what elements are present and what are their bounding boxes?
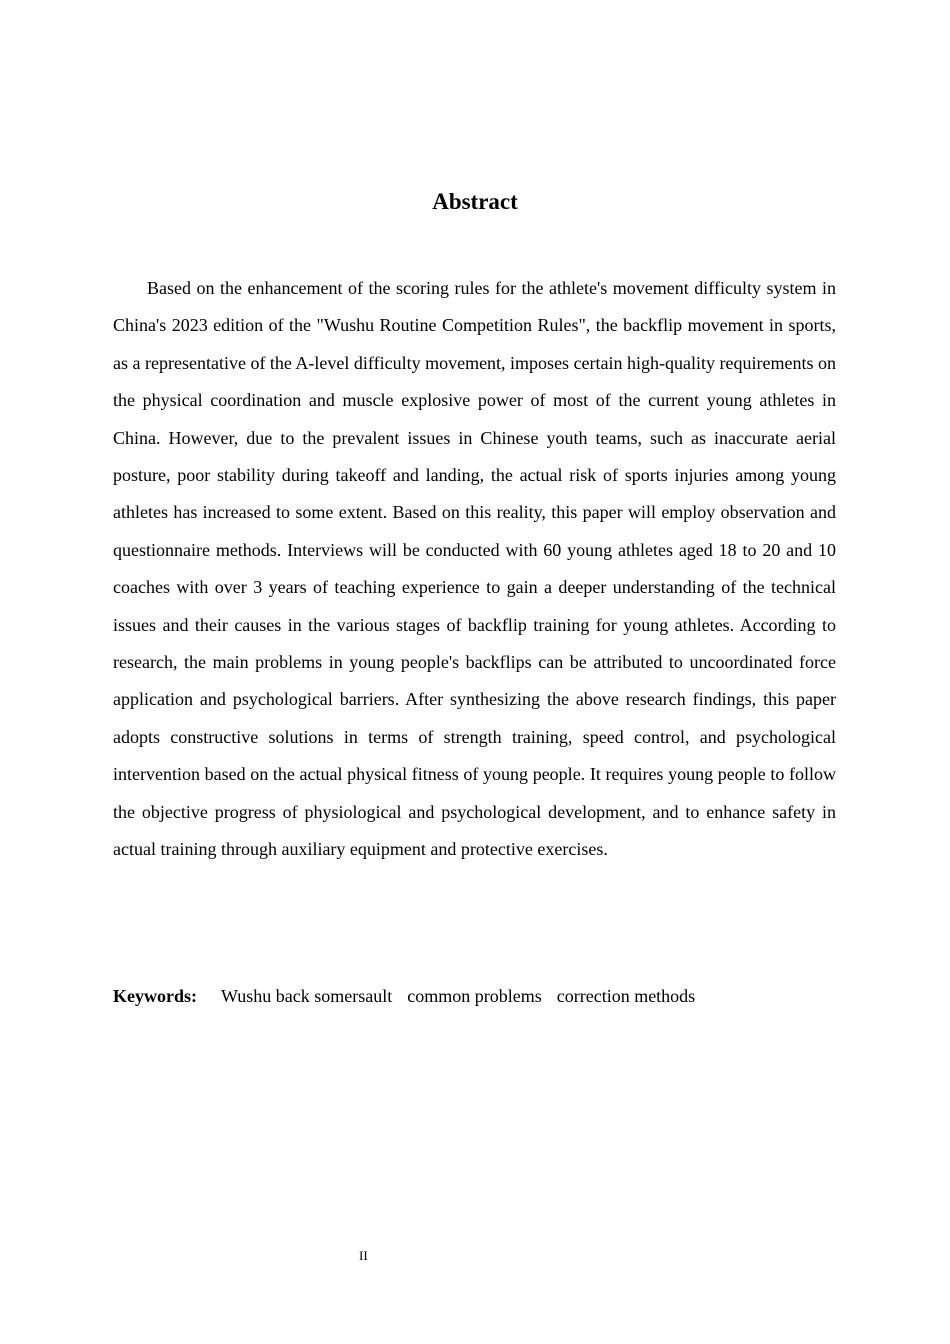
abstract-paragraph: Based on the enhancement of the scoring rules for the athlete's movement difficulty system in China's 2023 edition of the "Wushu Routine Competition Rules", the backflip movement in sports, as a representative of the A-level difficulty movement, imposes certain high-quality requirements on the physical coordination and muscle explosive power of most of the current young athletes in China. However, due to the prevalent issues in Chinese youth teams, such as inaccurate aerial posture, poor stability during takeoff and landing, the actual risk of sports injuries among young athletes has increased to some extent. Based on this reality, this paper will employ observation and questionnaire methods. Interviews will be conducted with 60 young athletes aged 18 to 20 and 10 coaches with over 3 years of teaching experience to gain a deeper understanding of the technical issues and their causes in the various stages of backflip training for young athletes. According to research, the main problems in young people's backflips can be attributed to uncoordinated force application and psychological barriers. After synthesizing the above research findings, this paper adopts constructive solutions in terms of strength training, speed control, and psychological intervention based on the actual physical fitness of young people. It requires young people to follow the objective progress of physiological and psychological development, and to enhance safety in actual training through auxiliary equipment and protective exercises.	[113, 278, 836, 860]
keyword-item: correction methods	[556, 986, 696, 1006]
keywords-label: Keywords:	[113, 986, 197, 1006]
page-title: Abstract	[432, 189, 518, 214]
page-number: II	[359, 1248, 368, 1263]
keyword-item: common problems	[407, 986, 542, 1006]
keyword-item: Wushu back somersault	[221, 986, 393, 1006]
keywords-line	[113, 978, 836, 1015]
